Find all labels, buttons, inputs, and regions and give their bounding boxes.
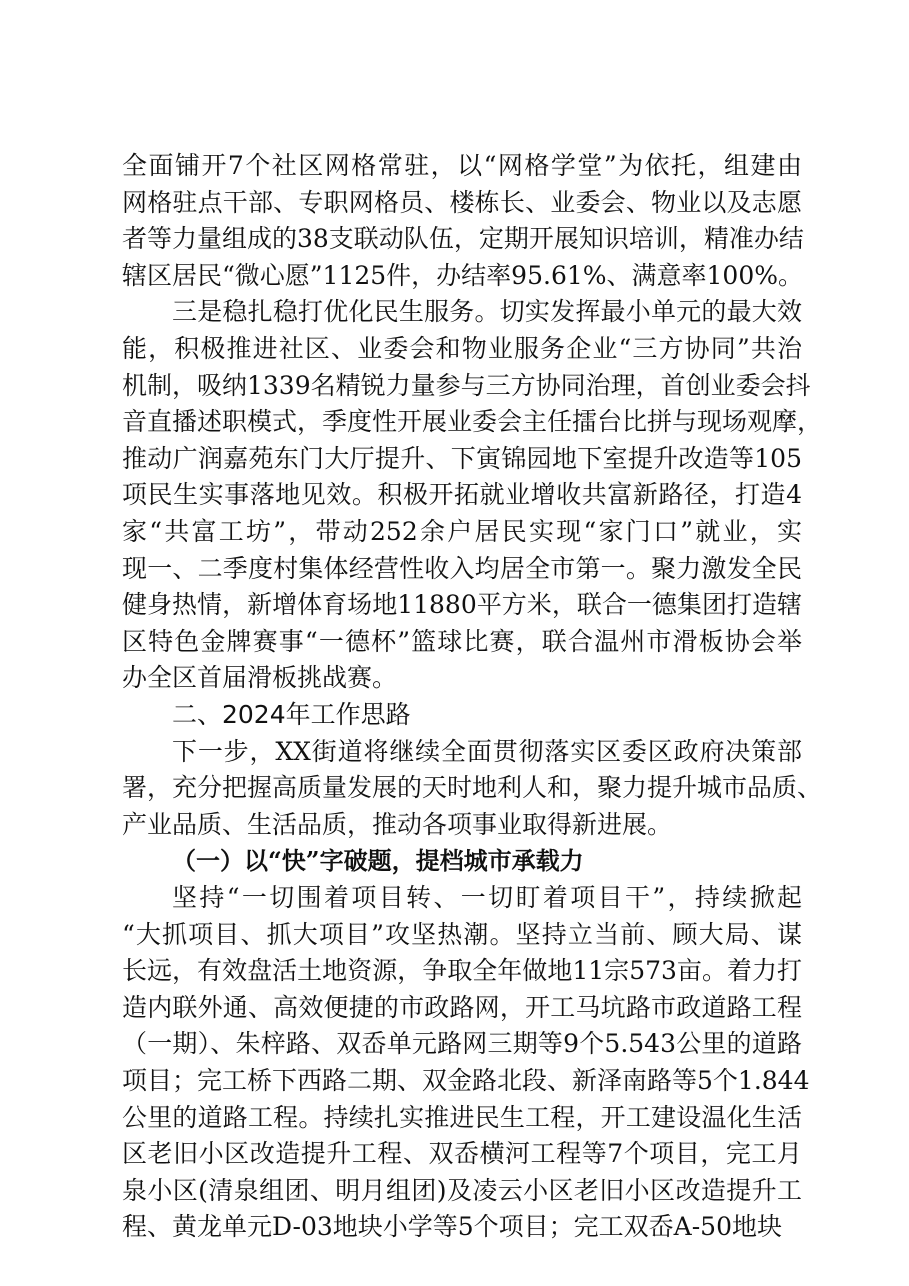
paragraph-line: 音直播述职模式，季度性开展业委会主任擂台比拼与现场观摩，	[122, 407, 823, 436]
paragraph-line: 家“共富工坊”，带动252余户居民实现“家门口”就业，实	[122, 517, 802, 546]
paragraph-line: 长远，有效盘活土地资源，争取全年做地11宗573亩。着力打	[122, 956, 802, 985]
paragraph-line: 推动广润嘉苑东门大厅提升、下寅锦园地下室提升改造等105	[122, 444, 802, 473]
paragraph-line: 网格驻点干部、专职网格员、楼栋长、业委会、物业以及志愿	[122, 188, 802, 217]
paragraph-line: 现一、二季度村集体经营性收入均居全市第一。聚力激发全民	[122, 554, 802, 583]
subsection-heading: （一）以“快”字破题，提档城市承载力	[172, 846, 584, 875]
paragraph-line: 程、黄龙单元D-03地块小学等5个项目；完工双岙A-50地块	[122, 1212, 782, 1241]
paragraph-line: 区特色金牌赛事“一德杯”篮球比赛，联合温州市滑板协会举	[122, 627, 802, 656]
paragraph-line: 者等力量组成的38支联动队伍，定期开展知识培训，精准办结	[122, 224, 804, 253]
paragraph-line: 产业品质、生活品质，推动各项事业取得新进展。	[122, 810, 673, 839]
paragraph-line: 能，积极推进社区、业委会和物业服务企业“三方协同”共治	[122, 334, 802, 363]
paragraph-line: 辖区居民“微心愿”1125件，办结率95.61%、满意率100%。	[122, 261, 803, 290]
paragraph-line: 泉小区(清泉组团、明月组团)及凌云小区老旧小区改造提升工	[122, 1176, 802, 1205]
paragraph-line: 坚持“一切围着项目转、一切盯着项目干”，持续掀起	[172, 883, 802, 912]
paragraph-line: 项民生实事落地见效。积极开拓就业增收共富新路径，打造4	[122, 480, 802, 509]
paragraph-line: 区老旧小区改造提升工程、双岙横河工程等7个项目，完工月	[122, 1139, 802, 1168]
paragraph-line: 公里的道路工程。持续扎实推进民生工程，开工建设温化生活	[122, 1103, 802, 1132]
paragraph-line: 全面铺开7个社区网格常驻，以“网格学堂”为依托，组建由	[122, 151, 802, 180]
paragraph-line: 造内联外通、高效便捷的市政路网，开工马坑路市政道路工程	[122, 993, 802, 1022]
paragraph-line: 项目；完工桥下西路二期、双金路北段、新泽南路等5个1.844	[122, 1066, 810, 1095]
paragraph-line: 办全区首届滑板挑战赛。	[122, 663, 398, 692]
paragraph-line: 署，充分把握高质量发展的天时地利人和，聚力提升城市品质、	[122, 773, 823, 802]
paragraph-line: （一期）、朱梓路、双岙单元路网三期等9个5.543公里的道路	[122, 1029, 802, 1058]
paragraph-line: 机制，吸纳1339名精锐力量参与三方协同治理，首创业委会抖	[122, 371, 811, 400]
paragraph-line: “大抓项目、抓大项目”攻坚热潮。坚持立当前、顾大局、谋	[122, 920, 802, 949]
section-heading: 二、2024年工作思路	[172, 700, 411, 729]
paragraph-line: 三是稳扎稳打优化民生服务。切实发挥最小单元的最大效	[172, 297, 802, 326]
paragraph-line: 健身热情，新增体育场地11880平方米，联合一德集团打造辖	[122, 590, 802, 619]
paragraph-line: 下一步，XX街道将继续全面贯彻落实区委区政府决策部	[172, 737, 802, 766]
